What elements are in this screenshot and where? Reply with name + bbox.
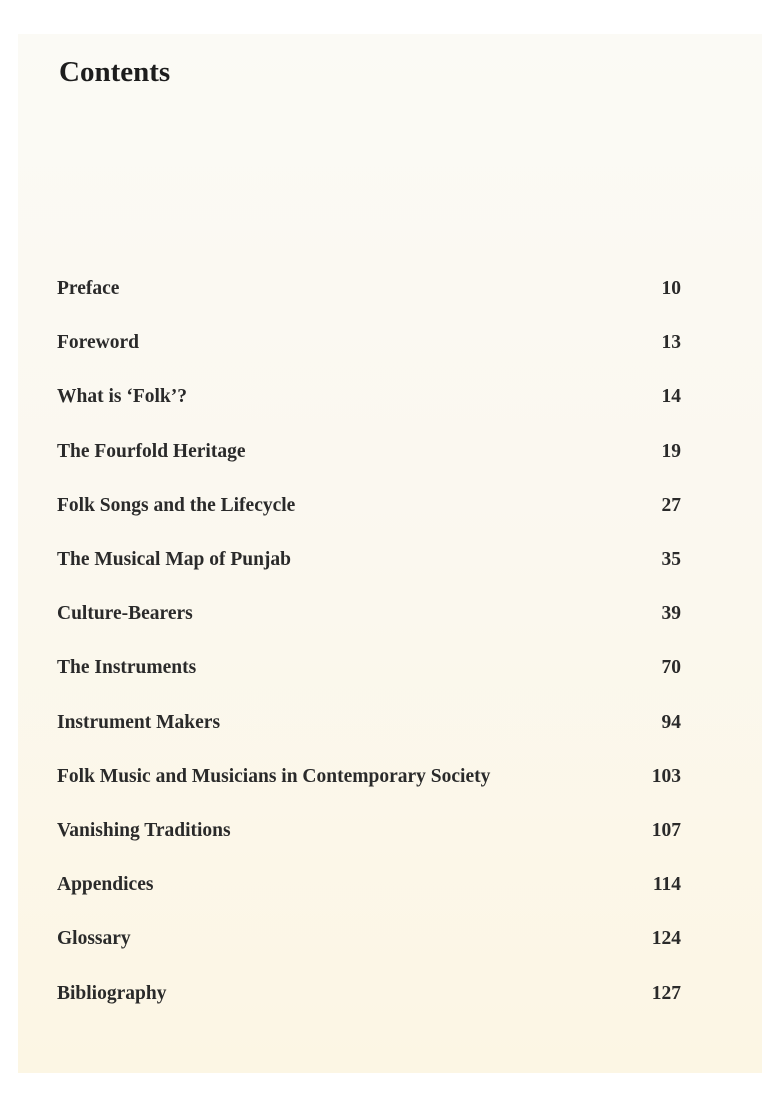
toc-entry [57,858,681,912]
toc-entry-label: Foreword [57,332,139,354]
toc-entry-page: 94 [661,711,681,733]
document-page [18,34,762,1073]
toc-entry [57,425,681,479]
toc-entry-label: What is ‘Folk’? [57,386,188,408]
toc-entry-page: 107 [651,819,681,841]
toc-entry-label: Glossary [57,928,131,950]
toc-entry [57,750,681,804]
toc-entry-label: Folk Songs and the Lifecycle [57,494,296,516]
toc-entry [57,966,681,1020]
toc-entry-label: The Instruments [57,657,197,679]
toc-entry-page: 14 [661,386,681,408]
toc-entry-page: 114 [652,874,681,896]
toc-entry-label: Culture-Bearers [57,603,193,625]
toc-entry [57,316,681,370]
toc-entry-label: Instrument Makers [57,711,221,733]
toc-entry-page: 127 [651,982,681,1004]
toc-entry-page: 19 [661,440,681,462]
toc-entry [57,641,681,695]
toc-entry-label: Folk Music and Musicians in Contemporary Society [57,765,491,787]
toc-entry-label: The Musical Map of Punjab [57,549,292,571]
toc-entry [57,587,681,641]
toc-entry-label: Vanishing Traditions [57,819,231,841]
toc-entry [57,804,681,858]
toc-entry-label: Appendices [57,874,154,896]
toc-entry [57,696,681,750]
toc-entry [57,533,681,587]
toc-entry-label: The Fourfold Heritage [57,440,246,462]
toc-entry-page: 103 [651,765,681,787]
toc-entry-page: 124 [651,928,681,950]
toc-entry-page: 70 [661,657,681,679]
toc-entry-page: 13 [661,332,681,354]
page-title: Contents [59,56,171,88]
toc-entry [57,262,681,316]
toc-entry-label: Bibliography [57,982,167,1004]
toc-entry [57,479,681,533]
toc-entry-label: Preface [57,278,120,300]
table-of-contents [57,262,681,1021]
toc-entry-page: 27 [661,494,681,516]
toc-entry [57,912,681,966]
toc-entry-page: 35 [661,549,681,571]
toc-entry-page: 39 [661,603,681,625]
toc-entry-page: 10 [661,278,681,300]
toc-entry [57,370,681,424]
